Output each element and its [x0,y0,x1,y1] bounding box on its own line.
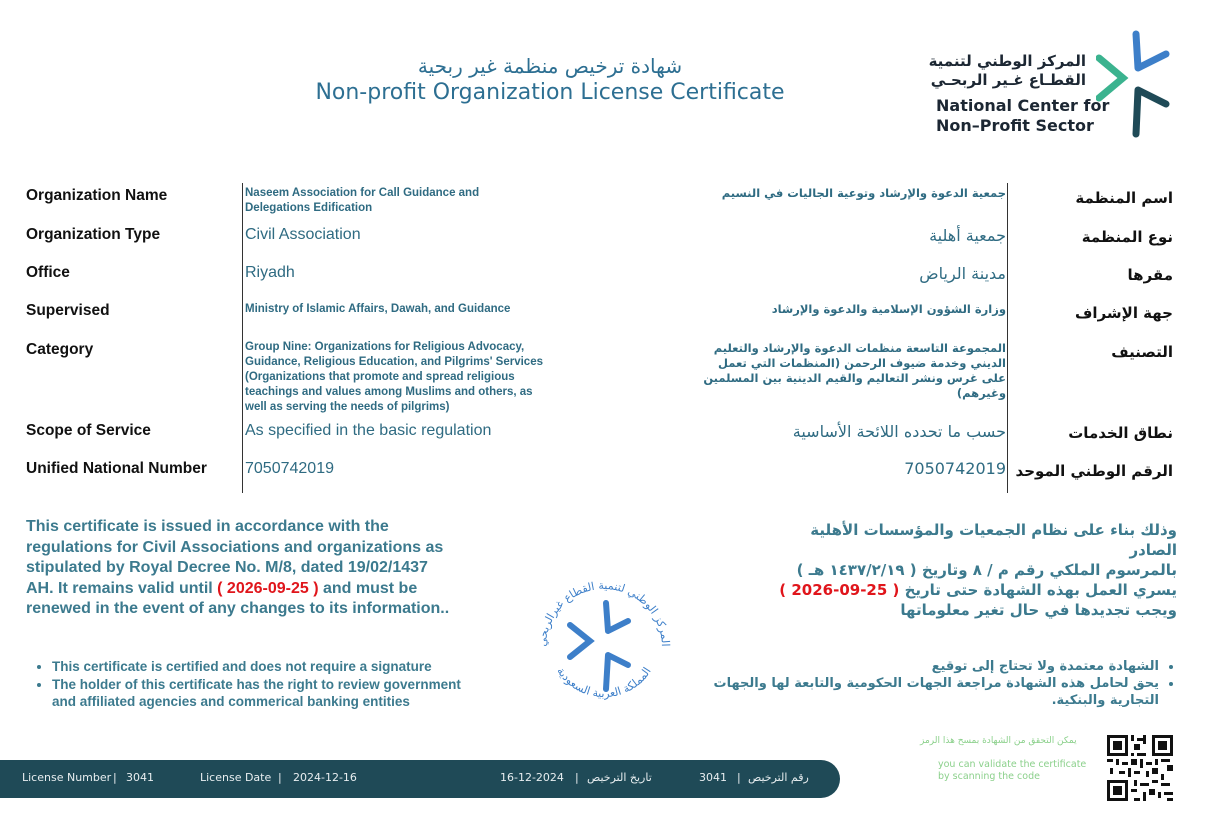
notes-english [38,658,468,711]
value-category-ar: المجموعة التاسعة منظمات الدعوة والإرشاد والتعليم الديني وخدمة ضيوف الرحمن (المنظمات التي تعمل على غرس ونشر التعاليم والقيم الدينية بين المسلمين وغيرهم) [703,341,1006,400]
logo-text-english: National Center for Non–Profit Sector [936,96,1110,135]
label-supervised: Supervised [26,302,110,319]
qr-caption-english: you can validate the certificate by scanning the code [938,759,1087,782]
label-national-number-ar: الرقم الوطني الموحد [1015,462,1173,480]
license-date-ar: 16-12-2024 [500,771,564,784]
notes-arabic [673,658,1173,709]
label-organization-type: Organization Type [26,226,161,243]
license-date-label-ar: تاريخ الترخيص [587,771,652,784]
logo-icon [1096,30,1170,138]
label-supervised-ar: جهة الإشراف [1075,304,1173,322]
seal-text-bottom: المملكة العربية السعودية [554,664,654,701]
qr-caption-arabic: يمكن التحقق من الشهادة بمسح هذا الرمز [920,736,1077,746]
value-category-en: Group Nine: Organizations for Religious Advocacy, Guidance, Religious Education, and Pilgrims' Services (Organizations that promote and spread religious teachings and values among Muslims and others, as well as serving the needs of pilgrims) [245,341,543,413]
label-office-ar: مقرها [1127,266,1173,284]
value-supervised-en: Ministry of Islamic Affairs, Dawah, and Guidance [245,303,511,315]
note-en-2: • The holder of this certificate has the right to review government and affiliated agencies and commerical banking entities [52,676,468,711]
label-organization-name: Organization Name [26,187,168,204]
license-date: 2024-12-16 [293,771,357,784]
validity-date-ar: ( 2026-09-25 ) [779,581,900,599]
label-category-ar: التصنيف [1111,343,1173,361]
seal-stamp [524,565,684,725]
license-number-ar: 3041 [699,771,727,784]
title-english: Non-profit Organization License Certificate [315,80,785,105]
value-supervised-ar: وزارة الشؤون الإسلامية والدعوة والإرشاد [771,302,1006,316]
column-divider-left [242,183,243,493]
value-organization-type-ar: جمعية أهلية [929,226,1006,245]
logo-text-arabic: المركز الوطني لتنمية القطـاع غـير الربحـي [928,52,1086,89]
label-scope-ar: نطاق الخدمات [1068,424,1173,442]
value-national-number-en: 7050742019 [245,460,334,477]
title-arabic: شهادة ترخيص منظمة غير ربحية [417,54,683,78]
note-ar-2: • يحق لحامل هذه الشهادة مراجعة الجهات الحكومية والتابعة لها والجهات التجارية والبنكية. [673,675,1159,709]
license-footer-bar: License Number | 3041 License Date | 2024-12-16 16-12-2024 | تاريخ الترخيص 3041 | رقم الترخيص [0,760,840,798]
note-ar-1: • الشهادة معتمدة ولا تحتاج إلى توقيع [673,658,1159,675]
value-office-ar: مدينة الرياض [919,264,1006,283]
value-scope-ar: حسب ما تحدده اللائحة الأساسية [792,422,1006,441]
license-date-label: License Date [200,771,272,784]
label-organization-type-ar: نوع المنظمة [1081,228,1173,246]
value-organization-type-en: Civil Association [245,226,361,243]
label-scope-of-service: Scope of Service [26,422,151,439]
label-category: Category [26,341,94,358]
statement-english: This certificate is issued in accordance with the regulations for Civil Associations and organizations as stipulated by Royal Decree No. M/8, dated 19/02/1437 AH. It remains valid until ( 2026-09-25 ) and must be renewed in the event of any changes to its information.. [26,518,450,618]
statement-arabic: وذلك بناء على نظام الجمعيات والمؤسسات الأهلية الصادر بالمرسوم الملكي رقم م / ٨ وتاريخ ( ١٤٣٧/٢/١٩ هـ ) يسري العمل بهذه الشهادة حتى تاريخ ( 2026-09-25 ) ويجب تجديدها في حال تغير معلوماتها [779,521,1177,619]
label-unified-national-number: Unified National Number [26,460,207,477]
value-organization-name-en: Naseem Association for Call Guidance and Delegations Edification [245,187,480,214]
value-office-en: Riyadh [245,264,295,281]
note-en-1: • This certificate is certified and does not require a signature [52,658,468,676]
license-number-label-ar: رقم الترخيص [748,771,809,784]
column-divider-right [1007,183,1008,493]
license-number-label: License Number [22,771,112,784]
value-national-number-ar: 7050742019 [904,459,1006,478]
license-number: 3041 [126,771,154,784]
value-organization-name-ar: جمعية الدعوة والإرشاد وتوعية الجاليات في النسيم [721,186,1006,200]
qr-code[interactable] [1107,735,1173,801]
validity-date-en: ( 2026-09-25 ) [217,579,319,597]
value-scope-en: As specified in the basic regulation [245,422,492,439]
label-office: Office [26,264,70,281]
label-organization-name-ar: اسم المنظمة [1075,189,1173,207]
seal-text-top: المركز الوطني لتنمية القطاع غيرالربحي [535,578,673,647]
